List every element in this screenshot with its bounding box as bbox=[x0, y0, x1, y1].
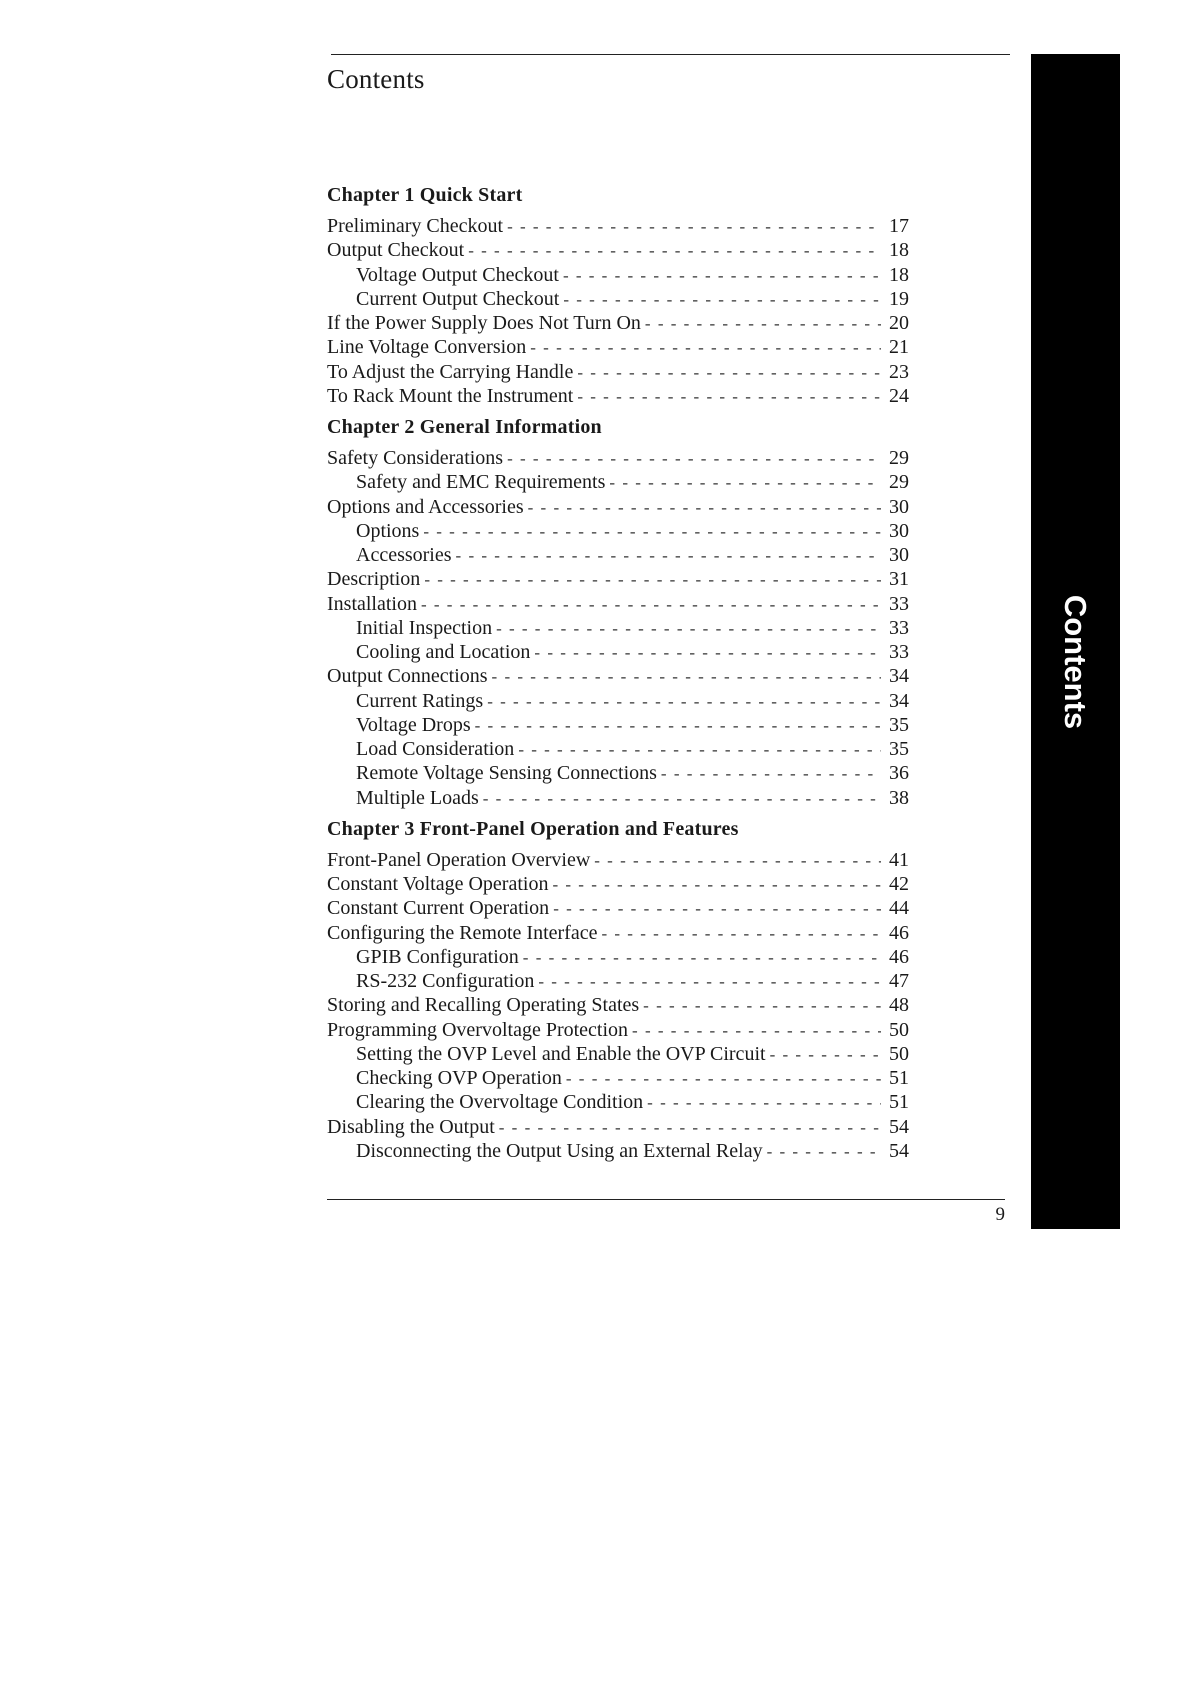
dot-leader bbox=[534, 641, 881, 665]
dot-leader bbox=[645, 312, 881, 336]
dot-leader bbox=[468, 239, 881, 263]
dot-leader bbox=[661, 762, 881, 786]
toc-entry-title: Front-Panel Operation Overview bbox=[327, 848, 591, 871]
toc-entry-title: Disabling the Output bbox=[327, 1115, 495, 1138]
toc-entry-title: Storing and Recalling Operating States bbox=[327, 994, 640, 1017]
toc-entry-title: Voltage Drops bbox=[356, 713, 471, 736]
toc-entry-title: Load Consideration bbox=[356, 738, 515, 760]
toc-page-number: 42 bbox=[889, 873, 909, 895]
toc-page-number: 35 bbox=[889, 738, 909, 760]
toc-page-number: 20 bbox=[889, 312, 909, 334]
toc-page-number: 19 bbox=[889, 287, 909, 310]
toc-entry[interactable] bbox=[327, 1090, 909, 1114]
chapter-entries bbox=[327, 214, 909, 408]
toc-page-number: 48 bbox=[889, 994, 909, 1017]
top-rule bbox=[331, 54, 1010, 55]
table-of-contents bbox=[327, 180, 909, 1165]
toc-page-number: 30 bbox=[889, 544, 909, 566]
dot-leader bbox=[647, 1091, 881, 1115]
toc-entry-title: Setting the OVP Level and Enable the OVP Circuit bbox=[356, 1042, 766, 1065]
dot-leader bbox=[507, 215, 881, 239]
dot-leader bbox=[496, 617, 881, 641]
dot-leader bbox=[563, 288, 881, 312]
toc-entry[interactable] bbox=[327, 543, 909, 567]
toc-entry[interactable] bbox=[327, 360, 909, 384]
toc-page-number: 50 bbox=[889, 1042, 909, 1065]
toc-entry[interactable] bbox=[327, 1042, 909, 1066]
toc-entry[interactable] bbox=[327, 737, 909, 761]
dot-leader bbox=[563, 264, 881, 288]
toc-entry[interactable] bbox=[327, 640, 909, 664]
dot-leader bbox=[424, 568, 881, 592]
toc-page-number: 30 bbox=[889, 495, 909, 518]
dot-leader bbox=[483, 787, 881, 811]
toc-page-number: 21 bbox=[889, 336, 909, 359]
toc-entry-title: Multiple Loads bbox=[356, 786, 479, 809]
toc-entry-title: Safety Considerations bbox=[327, 447, 504, 469]
toc-entry[interactable] bbox=[327, 921, 909, 945]
toc-entry[interactable] bbox=[327, 1115, 909, 1139]
dot-leader bbox=[456, 544, 881, 568]
toc-entry-title: Initial Inspection bbox=[356, 616, 493, 639]
toc-page-number: 33 bbox=[889, 616, 909, 639]
toc-entry[interactable] bbox=[327, 616, 909, 640]
dot-leader bbox=[767, 1140, 881, 1164]
toc-page-number: 31 bbox=[889, 568, 909, 591]
toc-entry-title: Current Output Checkout bbox=[356, 287, 560, 310]
toc-entry-title: Voltage Output Checkout bbox=[356, 263, 559, 286]
toc-entry[interactable] bbox=[327, 238, 909, 262]
toc-page-number: 29 bbox=[889, 447, 909, 469]
toc-entry[interactable] bbox=[327, 945, 909, 969]
toc-entry[interactable] bbox=[327, 896, 909, 920]
toc-page-number: 33 bbox=[889, 592, 909, 615]
dot-leader bbox=[518, 738, 881, 762]
toc-entry[interactable] bbox=[327, 1018, 909, 1042]
chapter-entries bbox=[327, 446, 909, 810]
toc-page-number: 29 bbox=[889, 471, 909, 494]
toc-entry[interactable] bbox=[327, 214, 909, 238]
toc-entry-title: Options and Accessories bbox=[327, 495, 524, 518]
page-number: 9 bbox=[995, 1204, 1005, 1225]
toc-page-number: 50 bbox=[889, 1018, 909, 1041]
toc-entry[interactable] bbox=[327, 1066, 909, 1090]
dot-leader bbox=[770, 1043, 881, 1067]
chapter-heading[interactable]: Chapter 1 Quick Start bbox=[327, 184, 523, 206]
toc-entry[interactable] bbox=[327, 993, 909, 1017]
toc-entry-title: To Adjust the Carrying Handle bbox=[327, 360, 574, 383]
dot-leader bbox=[577, 361, 881, 385]
toc-entry-title: Line Voltage Conversion bbox=[327, 336, 527, 359]
toc-entry[interactable] bbox=[327, 1139, 909, 1163]
toc-entry-title: Clearing the Overvoltage Condition bbox=[356, 1091, 644, 1114]
toc-entry-title: RS-232 Configuration bbox=[356, 970, 535, 992]
toc-entry[interactable] bbox=[327, 689, 909, 713]
dot-leader bbox=[601, 922, 881, 946]
toc-page-number: 30 bbox=[889, 519, 909, 542]
toc-page-number: 34 bbox=[889, 665, 909, 688]
toc-entry-title: Remote Voltage Sensing Connections bbox=[356, 762, 657, 785]
toc-entry-title: Output Connections bbox=[327, 665, 488, 688]
dot-leader bbox=[643, 994, 881, 1018]
toc-entry[interactable] bbox=[327, 761, 909, 785]
toc-page-number: 54 bbox=[889, 1115, 909, 1138]
dot-leader bbox=[609, 471, 881, 495]
toc-entry[interactable] bbox=[327, 786, 909, 810]
dot-leader bbox=[499, 1116, 881, 1140]
toc-page-number: 17 bbox=[889, 215, 909, 237]
bottom-rule bbox=[327, 1199, 1005, 1200]
toc-page-number: 46 bbox=[889, 945, 909, 968]
dot-leader bbox=[632, 1019, 881, 1043]
toc-entry-title: Checking OVP Operation bbox=[356, 1067, 562, 1089]
toc-entry[interactable] bbox=[327, 519, 909, 543]
chapter-entries bbox=[327, 848, 909, 1163]
dot-leader bbox=[475, 714, 881, 738]
dot-leader bbox=[523, 946, 881, 970]
chapter-3 bbox=[327, 814, 909, 1163]
toc-entry[interactable] bbox=[327, 872, 909, 896]
toc-entry-title: Preliminary Checkout bbox=[327, 215, 504, 237]
chapter-2 bbox=[327, 412, 909, 810]
toc-entry[interactable] bbox=[327, 567, 909, 591]
toc-entry-title: Installation bbox=[327, 592, 417, 615]
dot-leader bbox=[492, 665, 881, 689]
dot-leader bbox=[528, 496, 881, 520]
toc-entry[interactable] bbox=[327, 287, 909, 311]
toc-entry-title: Disconnecting the Output Using an External Relay bbox=[356, 1139, 763, 1162]
toc-entry[interactable] bbox=[327, 335, 909, 359]
toc-entry[interactable] bbox=[327, 664, 909, 688]
dot-leader bbox=[487, 690, 881, 714]
toc-entry-title: Constant Current Operation bbox=[327, 897, 550, 920]
toc-entry[interactable] bbox=[327, 495, 909, 519]
toc-entry-title: Accessories bbox=[356, 544, 452, 566]
toc-page-number: 41 bbox=[889, 848, 909, 871]
toc-entry[interactable] bbox=[327, 311, 909, 335]
chapter-heading[interactable]: Chapter 2 General Information bbox=[327, 416, 602, 438]
dot-leader bbox=[577, 385, 881, 409]
toc-entry-title: To Rack Mount the Instrument bbox=[327, 384, 574, 407]
toc-entry[interactable] bbox=[327, 713, 909, 737]
toc-page-number: 51 bbox=[889, 1067, 909, 1089]
toc-entry-title: Safety and EMC Requirements bbox=[356, 471, 606, 494]
page-title: Contents bbox=[327, 64, 425, 94]
toc-page-number: 18 bbox=[889, 239, 909, 262]
toc-page-number: 34 bbox=[889, 689, 909, 712]
toc-entry-title: Description bbox=[327, 568, 421, 591]
toc-page-number: 54 bbox=[889, 1139, 909, 1162]
toc-entry[interactable] bbox=[327, 384, 909, 408]
toc-entry-title: If the Power Supply Does Not Turn On bbox=[327, 312, 641, 334]
toc-entry-title: Constant Voltage Operation bbox=[327, 873, 549, 895]
section-tab-label: Contents bbox=[1058, 594, 1093, 730]
toc-page-number: 38 bbox=[889, 786, 909, 809]
toc-entry-title: Programming Overvoltage Protection bbox=[327, 1018, 629, 1041]
toc-page-number: 23 bbox=[889, 360, 909, 383]
toc-entry-title: Options bbox=[356, 519, 420, 542]
toc-entry[interactable] bbox=[327, 592, 909, 616]
toc-page-number: 51 bbox=[889, 1091, 909, 1114]
toc-entry[interactable] bbox=[327, 446, 909, 470]
chapter-heading[interactable]: Chapter 3 Front-Panel Operation and Features bbox=[327, 817, 739, 840]
toc-page-number: 35 bbox=[889, 713, 909, 736]
toc-page-number: 44 bbox=[889, 897, 909, 920]
chapter-1 bbox=[327, 180, 909, 408]
toc-entry-title: Cooling and Location bbox=[356, 641, 531, 663]
toc-entry-title: GPIB Configuration bbox=[356, 945, 519, 968]
toc-page-number: 36 bbox=[889, 762, 909, 785]
toc-page-number: 24 bbox=[889, 384, 909, 407]
toc-page-number: 46 bbox=[889, 921, 909, 944]
toc-entry-title: Current Ratings bbox=[356, 689, 484, 712]
dot-leader bbox=[423, 520, 881, 544]
toc-page-number: 18 bbox=[889, 263, 909, 286]
toc-entry-title: Configuring the Remote Interface bbox=[327, 921, 598, 944]
toc-entry[interactable] bbox=[327, 848, 909, 872]
toc-page-number: 33 bbox=[889, 641, 909, 663]
dot-leader bbox=[552, 873, 881, 897]
dot-leader bbox=[507, 447, 881, 471]
dot-leader bbox=[421, 593, 881, 617]
toc-page-number: 47 bbox=[889, 970, 909, 992]
toc-entry[interactable] bbox=[327, 263, 909, 287]
toc-entry-title: Output Checkout bbox=[327, 239, 465, 262]
section-tab bbox=[1031, 54, 1120, 1229]
toc-entry[interactable] bbox=[327, 470, 909, 494]
dot-leader bbox=[538, 970, 881, 994]
toc-entry[interactable] bbox=[327, 969, 909, 993]
dot-leader bbox=[530, 336, 881, 360]
dot-leader bbox=[566, 1067, 881, 1091]
dot-leader bbox=[553, 897, 881, 921]
dot-leader bbox=[594, 849, 881, 873]
